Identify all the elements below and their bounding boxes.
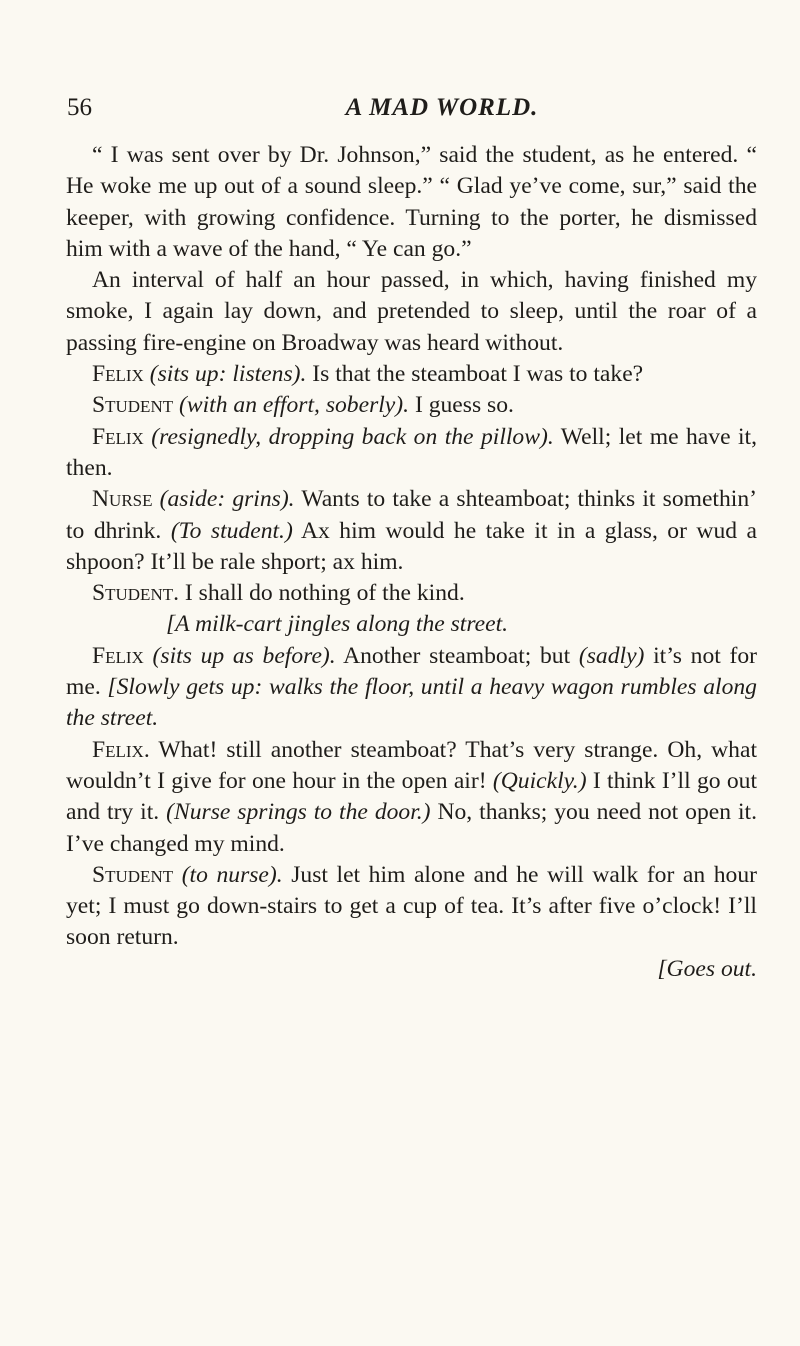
stage-direction: (To student.) (170, 517, 293, 544)
running-title: A MAD WORLD. (345, 94, 539, 121)
stage-direction: (Quickly.) (492, 767, 587, 794)
page-header (67, 88, 757, 128)
speech: Well; let me have it, then. (66, 423, 757, 481)
speaker-name: Felix (92, 423, 144, 450)
stage-direction: (aside: grins). (159, 486, 295, 513)
speech: Just let him alone and he will walk for an hour yet; I must go down-stairs to get a cup of tea. It’s after five o’clock! I’ll soon return. (66, 861, 757, 951)
speech: Is that the steamboat I was to take? (306, 361, 644, 388)
stage-direction-exit: [Goes out. (657, 955, 757, 982)
speech: it’s not for me. (66, 642, 757, 701)
dialogue-line (66, 735, 757, 860)
speaker-name: Felix. (92, 736, 150, 763)
speech: No, thanks; you need not open it. I’ve changed my mind. (66, 799, 757, 857)
speech: Ax him would he take it in a glass, or wud a shpoon? It’ll be rale shport; ax him. (66, 517, 758, 575)
speech: Wants to take a shteamboat; thinks it somethin’ to dhrink. (66, 486, 757, 544)
dialogue-line (66, 860, 757, 954)
stage-direction: (sits up as before). (152, 642, 336, 669)
speaker-name: Student. (92, 580, 180, 607)
narrative-paragraph: “ I was sent over by Dr. Johnson,” said the student, as he entered. “ He woke me up out of a sound sleep.” “ Glad ye’ve come, sur,” said the keeper, with growing confidence. Turning to the porter, he dismissed him with a wave of the hand, “ Ye can go.” (66, 142, 757, 262)
dialogue-line (66, 641, 757, 735)
stage-direction: [A milk-cart jingles along the street. (166, 611, 509, 638)
speaker-name: Student (92, 861, 174, 888)
speech: What! still another steamboat? That’s very strange. Oh, what wouldn’t I give for one hour in the open air! (66, 736, 757, 794)
speaker-name: Student (92, 392, 174, 419)
body-text (66, 140, 757, 985)
speaker-name: Felix (92, 642, 144, 669)
speech: I guess so. (409, 392, 514, 419)
stage-direction: (sadly) (578, 642, 645, 669)
dialogue-line (66, 578, 757, 609)
speech: Another steamboat; but (335, 642, 571, 669)
stage-direction: (resignedly, dropping back on the pillow). (151, 423, 554, 450)
speech: I shall do nothing of the kind. (179, 580, 465, 607)
stage-direction: (to nurse). (181, 861, 283, 888)
page-number: 56 (67, 94, 92, 121)
dialogue-line (66, 390, 757, 421)
narrative-paragraph: An interval of half an hour passed, in which, having finished my smoke, I again lay down, and pretended to sleep, until the roar of a passing fire-engine on Broadway was heard without. (66, 267, 757, 356)
dialogue-line (66, 359, 757, 390)
stage-direction: (sits up: listens). (149, 361, 307, 388)
dialogue-line (66, 484, 757, 578)
stage-direction: [Slowly gets up: walks the floor, until a heavy wagon rumbles along the street. (66, 674, 757, 732)
stage-direction: (Nurse springs to the door.) (166, 799, 431, 826)
stage-direction: (with an effort, soberly). (179, 392, 410, 419)
speaker-name: Felix (92, 361, 144, 388)
speaker-name: Nurse (92, 486, 153, 513)
speech: I think I’ll go out and try it. (66, 767, 757, 826)
dialogue-line (66, 422, 757, 485)
